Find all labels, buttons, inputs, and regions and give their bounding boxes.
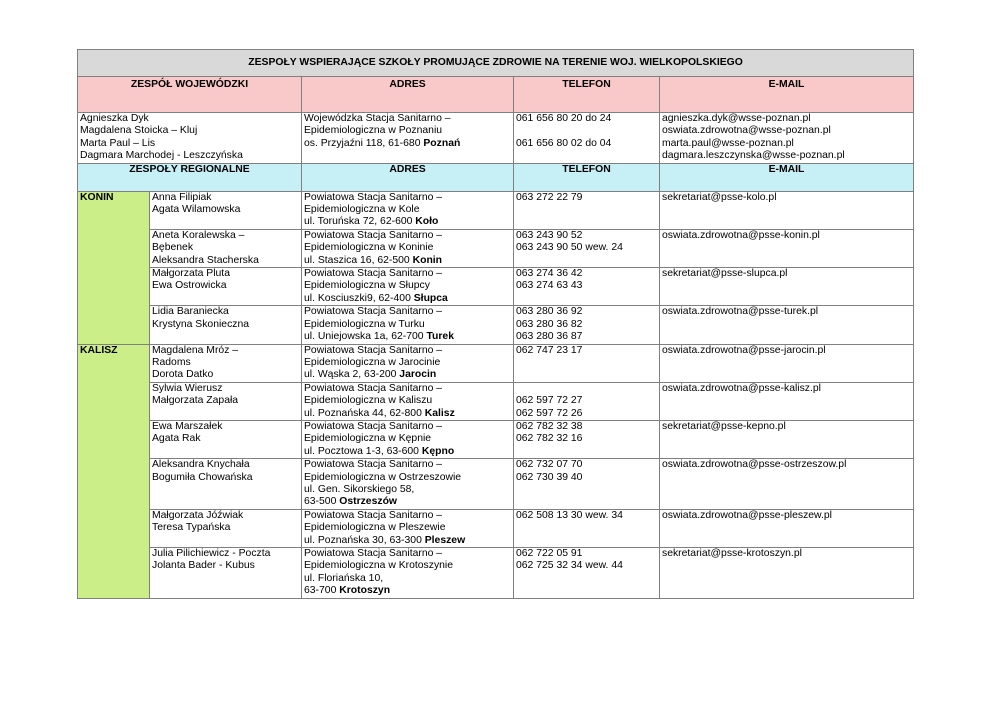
address-line: Powiatowa Stacja Sanitarno –	[304, 509, 443, 521]
address-cell	[302, 548, 514, 599]
table-row	[78, 268, 914, 306]
header2-address: ADRES	[302, 163, 514, 191]
header-phone: TELEFON	[514, 77, 660, 113]
phone-cell	[514, 548, 660, 599]
address-line: ul. Poznańska 30, 63-300	[304, 534, 425, 546]
address-city: Jarocin	[399, 369, 437, 381]
person: Jolanta Bader - Kubus	[152, 560, 255, 572]
person: Magdalena Mróz –	[152, 344, 239, 356]
phone: 062 725 32 34 wew. 44	[516, 560, 623, 572]
people-cell	[150, 459, 302, 510]
email-link[interactable]: oswiata.zdrowotna@psse-kalisz.pl	[662, 382, 821, 394]
address-city: Poznań	[423, 137, 461, 149]
voivodeship-phones	[514, 113, 660, 164]
phone: 063 243 90 50 wew. 24	[516, 242, 623, 254]
phone-cell	[514, 459, 660, 510]
voivodeship-row	[78, 113, 914, 164]
person: Małgorzata Jóźwiak	[152, 509, 244, 521]
email-cell	[660, 229, 914, 267]
phone: 062 730 39 40	[516, 471, 583, 483]
title-row	[78, 50, 914, 77]
address-city: Ostrzeszów	[339, 496, 397, 508]
address-city: Turek	[426, 331, 454, 343]
address-city: Kępno	[421, 445, 455, 457]
address-line: 63-700	[304, 585, 340, 597]
phone: 063 272 22 79	[516, 191, 583, 203]
email-link[interactable]: agnieszka.dyk@wsse-poznan.pl	[662, 113, 811, 124]
address-line: ul. Wąska 2, 63-200	[304, 369, 400, 381]
address-city: Krotoszyn	[339, 585, 391, 597]
header-row	[78, 77, 914, 113]
people-cell	[150, 509, 302, 547]
phone: 062 597 72 27	[516, 395, 583, 407]
email-cell	[660, 344, 914, 382]
table-row	[78, 229, 914, 267]
address-city: Pleszew	[424, 534, 466, 546]
table-row	[78, 548, 914, 599]
email-link[interactable]: marta.paul@wsse-poznan.pl	[662, 137, 794, 149]
header-email: E-MAIL	[660, 77, 914, 113]
regional-header-row	[78, 163, 914, 191]
voivodeship-emails	[660, 113, 914, 164]
address-cell	[302, 229, 514, 267]
header-address: ADRES	[302, 77, 514, 113]
address-line: Epidemiologiczna w Słupcy	[304, 280, 430, 292]
phone: 062 732 07 70	[516, 459, 583, 471]
email-link[interactable]: sekretariat@psse-kepno.pl	[662, 420, 786, 432]
phone: 063 243 90 52	[516, 229, 583, 241]
email-cell	[660, 548, 914, 599]
address-line: os. Przyjaźni 118, 61-680	[304, 137, 424, 149]
phone: 062 747 23 17	[516, 344, 583, 356]
address-city: Konin	[412, 254, 443, 266]
address-line: Powiatowa Stacja Sanitarno –	[304, 229, 443, 241]
person: Aleksandra Stacherska	[152, 254, 259, 266]
address-cell	[302, 382, 514, 420]
email-cell	[660, 306, 914, 344]
email-link[interactable]: sekretariat@psse-krotoszyn.pl	[662, 548, 802, 559]
email-cell	[660, 509, 914, 547]
address-line: ul. Pocztowa 1-3, 63-600	[304, 445, 422, 457]
person: Bębenek	[152, 242, 194, 254]
address-line: ul. Toruńska 72, 62-600	[304, 216, 416, 228]
address-line: Powiatowa Stacja Sanitarno –	[304, 306, 443, 318]
header2-phone: TELEFON	[514, 163, 660, 191]
people-cell	[150, 306, 302, 344]
address-line: ul. Poznańska 44, 62-800	[304, 407, 425, 419]
person: Agnieszka Dyk	[80, 113, 149, 124]
table-row	[78, 420, 914, 458]
address-line: Powiatowa Stacja Sanitarno –	[304, 382, 443, 394]
phone-cell	[514, 306, 660, 344]
address-line: ul. Gen. Sikorskiego 58,	[304, 483, 415, 495]
address-cell	[302, 306, 514, 344]
email-cell	[660, 459, 914, 510]
person: Ewa Ostrowicka	[152, 280, 227, 292]
phone: 063 280 36 92	[516, 306, 583, 318]
email-cell	[660, 420, 914, 458]
person: Radoms	[152, 356, 191, 368]
page-title: ZESPOŁY WSPIERAJĄCE SZKOŁY PROMUJĄCE ZDROWIE NA TERENIE WOJ. WIELKOPOLSKIEGO	[78, 50, 914, 77]
table-row	[78, 191, 914, 229]
person: Małgorzata Pluta	[152, 268, 230, 280]
phone-cell	[514, 191, 660, 229]
email-cell	[660, 191, 914, 229]
person: Aneta Koralewska –	[152, 229, 245, 241]
email-cell	[660, 382, 914, 420]
address-line: Epidemiologiczna w Poznaniu	[304, 125, 443, 137]
address-line: Epidemiologiczna w Krotoszynie	[304, 560, 454, 572]
address-line: Powiatowa Stacja Sanitarno –	[304, 268, 443, 280]
phone: 061 656 80 02 do 04	[516, 137, 612, 149]
phone-cell	[514, 509, 660, 547]
phone: 063 280 36 87	[516, 331, 583, 343]
address-line: Epidemiologiczna w Koninie	[304, 242, 434, 254]
table-row	[78, 382, 914, 420]
address-cell	[302, 268, 514, 306]
region-name: KONIN	[78, 191, 150, 344]
people-cell	[150, 344, 302, 382]
email-link[interactable]: sekretariat@psse-slupca.pl	[662, 268, 788, 280]
people-cell	[150, 420, 302, 458]
email-link[interactable]: oswiata.zdrowotna@psse-konin.pl	[662, 229, 820, 241]
person: Magdalena Stoicka – Kluj	[80, 125, 198, 137]
address-line: Epidemiologiczna w Ostrzeszowie	[304, 471, 462, 483]
person: Aleksandra Knychała	[152, 459, 250, 471]
people-cell	[150, 229, 302, 267]
person: Lidia Baraniecka	[152, 306, 229, 318]
person: Marta Paul – Lis	[80, 137, 156, 149]
address-cell	[302, 344, 514, 382]
address-line: ul. Floriańska 10,	[304, 572, 384, 584]
contacts-table	[77, 49, 914, 599]
people-cell	[150, 268, 302, 306]
email-link[interactable]: oswiata.zdrowotna@psse-ostrzeszow.pl	[662, 459, 847, 471]
address-line: 63-500	[304, 496, 340, 508]
person: Agata Rak	[152, 433, 201, 445]
phone-cell	[514, 382, 660, 420]
person: Sylwia Wierusz	[152, 382, 223, 394]
address-city: Słupca	[413, 292, 448, 304]
phone: 062 597 72 26	[516, 407, 583, 419]
phone: 062 722 05 91	[516, 548, 583, 559]
phone: 063 280 36 82	[516, 318, 583, 330]
email-link[interactable]: dagmara.leszczynska@wsse-poznan.pl	[662, 150, 845, 162]
address-city: Kalisz	[424, 407, 455, 419]
person: Agata Wilamowska	[152, 204, 241, 216]
person: Bogumiła Chowańska	[152, 471, 253, 483]
email-link[interactable]: oswiata.zdrowotna@psse-turek.pl	[662, 306, 819, 318]
phone: 062 508 13 30 wew. 34	[516, 509, 623, 521]
phone: 062 782 32 38	[516, 420, 583, 432]
phone: 061 656 80 20 do 24	[516, 113, 612, 124]
person: Małgorzata Zapała	[152, 395, 239, 407]
header-team: ZESPÓŁ WOJEWÓDZKI	[78, 77, 302, 113]
people-cell	[150, 191, 302, 229]
address-line: Epidemiologiczna w Kępnie	[304, 433, 432, 445]
person: Dorota Datko	[152, 369, 214, 381]
region-name: KALISZ	[78, 344, 150, 598]
address-line: Powiatowa Stacja Sanitarno –	[304, 548, 443, 559]
address-line: ul. Uniejowska 1a, 62-700	[304, 331, 427, 343]
phone-cell	[514, 344, 660, 382]
person: Dagmara Marchodej - Leszczyńska	[80, 150, 243, 162]
address-line: Epidemiologiczna w Jarocinie	[304, 356, 441, 368]
address-line: Epidemiologiczna w Pleszewie	[304, 522, 446, 534]
table-row	[78, 344, 914, 382]
phone-cell	[514, 268, 660, 306]
address-line: Epidemiologiczna w Turku	[304, 318, 425, 330]
table-row	[78, 509, 914, 547]
address-line: Powiatowa Stacja Sanitarno –	[304, 344, 443, 356]
people-cell	[150, 548, 302, 599]
address-cell	[302, 420, 514, 458]
phone: 063 274 63 43	[516, 280, 583, 292]
email-link[interactable]: oswiata.zdrowotna@psse-jarocin.pl	[662, 344, 826, 356]
address-cell	[302, 191, 514, 229]
table-row	[78, 306, 914, 344]
person: Julia Pilichiewicz - Poczta	[152, 548, 271, 559]
table-row	[78, 459, 914, 510]
voivodeship-people	[78, 113, 302, 164]
voivodeship-address	[302, 113, 514, 164]
header2-team: ZESPOŁY REGIONALNE	[78, 163, 302, 191]
phone-cell	[514, 229, 660, 267]
address-line: Powiatowa Stacja Sanitarno –	[304, 420, 443, 432]
people-cell	[150, 382, 302, 420]
address-cell	[302, 459, 514, 510]
email-link[interactable]: sekretariat@psse-kolo.pl	[662, 191, 777, 203]
address-line: Wojewódzka Stacja Sanitarno –	[304, 113, 451, 124]
person: Teresa Typańska	[152, 522, 231, 534]
address-line: ul. Staszica 16, 62-500	[304, 254, 413, 266]
phone: 063 274 36 42	[516, 268, 583, 280]
header2-email: E-MAIL	[660, 163, 914, 191]
address-line: Powiatowa Stacja Sanitarno –	[304, 459, 443, 471]
email-link[interactable]: oswiata.zdrowotna@wsse-poznan.pl	[662, 125, 831, 137]
phone-cell	[514, 420, 660, 458]
phone: 062 782 32 16	[516, 433, 583, 445]
person: Ewa Marszałek	[152, 420, 223, 432]
email-cell	[660, 268, 914, 306]
person: Krystyna Skonieczna	[152, 318, 250, 330]
address-line: Powiatowa Stacja Sanitarno –	[304, 191, 443, 203]
address-line: ul. Kosciuszki9, 62-400	[304, 292, 414, 304]
address-city: Koło	[415, 216, 439, 228]
email-link[interactable]: oswiata.zdrowotna@psse-pleszew.pl	[662, 509, 832, 521]
address-line: Epidemiologiczna w Kaliszu	[304, 395, 433, 407]
person: Anna Filipiak	[152, 191, 212, 203]
address-cell	[302, 509, 514, 547]
address-line: Epidemiologiczna w Kole	[304, 204, 420, 216]
